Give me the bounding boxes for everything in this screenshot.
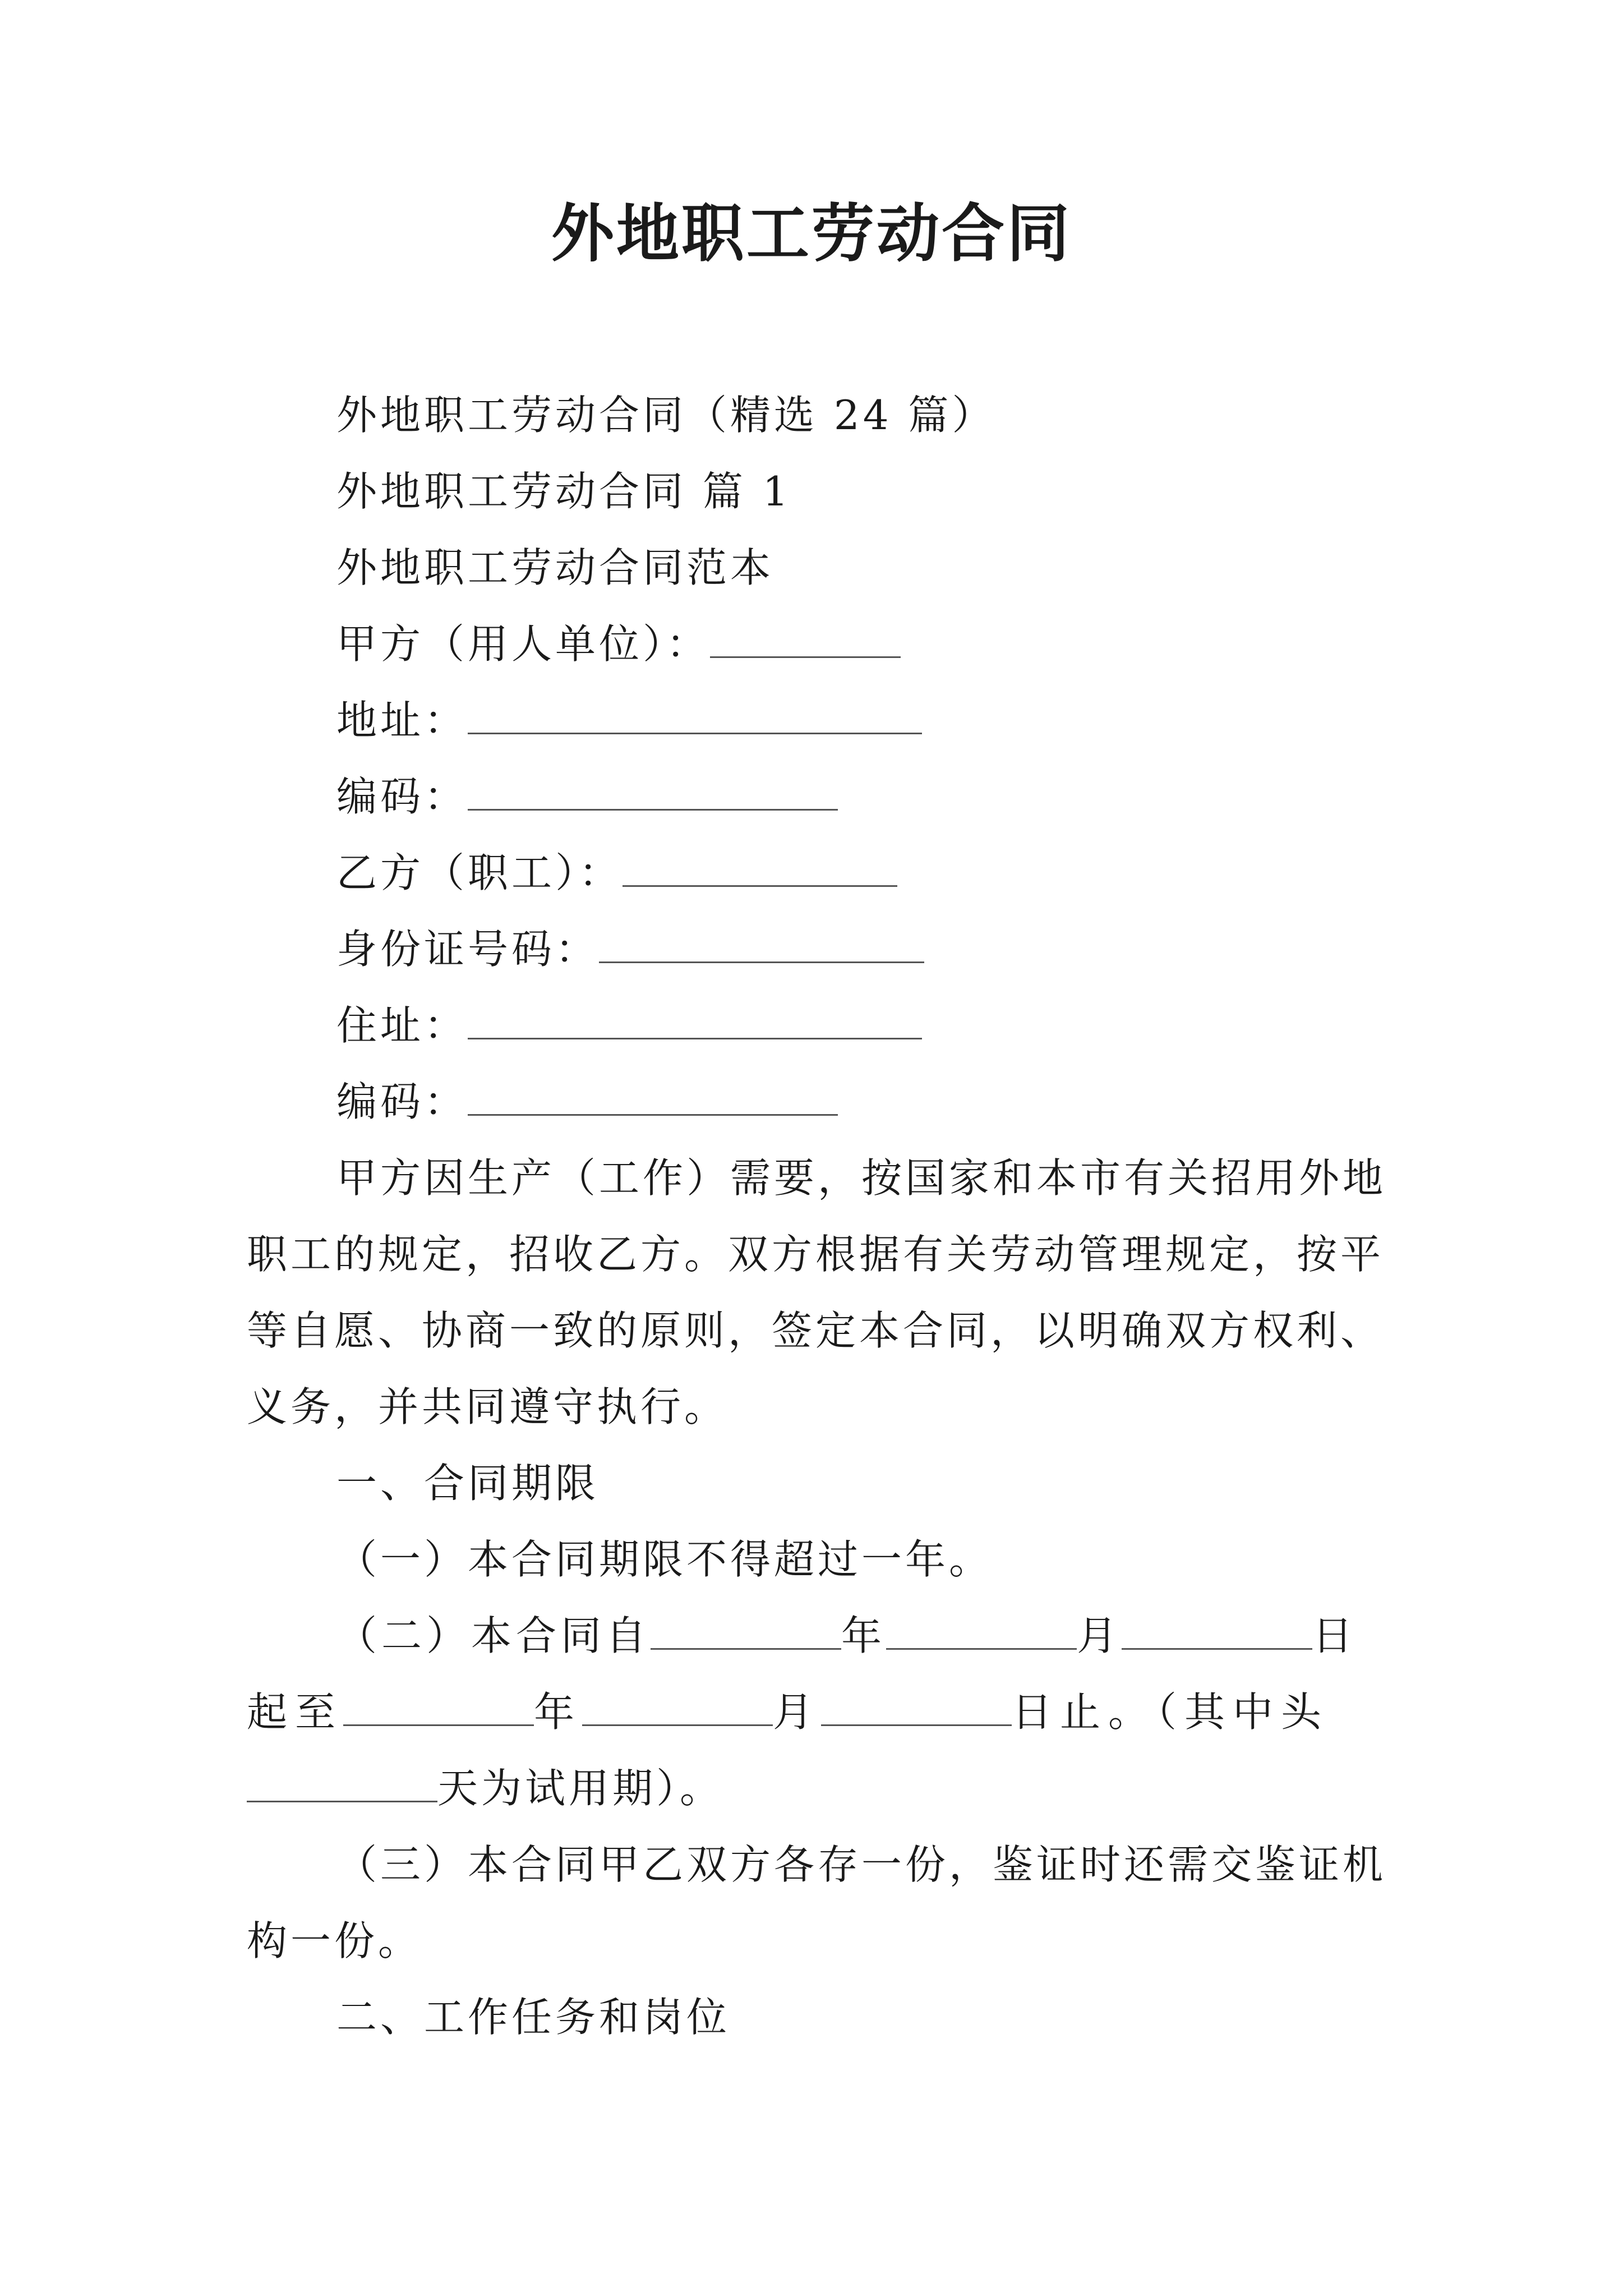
party-b-label: 乙方（职工）： bbox=[336, 849, 623, 896]
id-number-label: 身份证号码： bbox=[336, 926, 600, 973]
start-year-blank[interactable] bbox=[651, 1612, 841, 1650]
intro-line-3: 等自愿、协商一致的原则，签定本合同，以明确双方权利、 bbox=[247, 1307, 1385, 1354]
id-number-field bbox=[336, 921, 924, 977]
section-heading: 外地职工劳动合同 篇 1 bbox=[336, 468, 792, 515]
intro-line-4: 义务，并共同遵守执行。 bbox=[247, 1383, 728, 1430]
code-b-blank[interactable] bbox=[468, 1075, 838, 1116]
intro-line-1: 甲方因生产（工作）需要，按国家和本市有关招用外地 bbox=[336, 1154, 1387, 1202]
end-month-blank[interactable] bbox=[582, 1688, 773, 1726]
address-a-label: 地址： bbox=[336, 697, 468, 744]
month-label: 月 bbox=[1077, 1612, 1122, 1659]
trial-period-text: 天为试用期）。 bbox=[437, 1765, 724, 1812]
code-a-blank[interactable] bbox=[468, 770, 838, 811]
item-2-start-text: （二）本合同自 bbox=[336, 1612, 651, 1659]
end-month-label: 月 bbox=[773, 1688, 822, 1736]
clause-1-item-3-line-1: （三）本合同甲乙双方各存一份，鉴证时还需交鉴证机 bbox=[336, 1841, 1387, 1888]
end-year-label: 年 bbox=[534, 1688, 583, 1736]
document-title: 外地职工劳动合同 bbox=[551, 197, 1072, 270]
clause-1-item-3-line-2: 构一份。 bbox=[247, 1917, 422, 1964]
code-a-field bbox=[336, 769, 838, 825]
clause-1-heading: 一、合同期限 bbox=[336, 1460, 600, 1507]
clause-1-item-2-line-3 bbox=[247, 1760, 723, 1816]
code-b-field bbox=[336, 1074, 838, 1130]
code-a-label: 编码： bbox=[336, 773, 468, 820]
residence-field bbox=[336, 997, 922, 1053]
clause-1-item-2-line-2 bbox=[247, 1684, 1329, 1740]
document-subtitle: 外地职工劳动合同（精选 24 篇） bbox=[336, 392, 996, 439]
item-2-end-suffix: 日止。（其中头 bbox=[1012, 1688, 1330, 1736]
code-b-label: 编码： bbox=[336, 1078, 468, 1125]
clause-1-item-2-line-1 bbox=[336, 1608, 1357, 1664]
party-a-field bbox=[336, 616, 901, 672]
id-number-blank[interactable] bbox=[599, 922, 924, 963]
day-label: 日 bbox=[1312, 1612, 1358, 1659]
end-year-blank[interactable] bbox=[343, 1688, 534, 1726]
year-label: 年 bbox=[841, 1612, 887, 1659]
clause-1-item-1: （一）本合同期限不得超过一年。 bbox=[336, 1536, 993, 1583]
party-a-blank[interactable] bbox=[710, 617, 901, 658]
party-b-field bbox=[336, 845, 897, 901]
start-day-blank[interactable] bbox=[1122, 1612, 1312, 1650]
address-a-blank[interactable] bbox=[468, 693, 922, 734]
address-a-field bbox=[336, 692, 922, 748]
residence-blank[interactable] bbox=[468, 999, 922, 1039]
start-month-blank[interactable] bbox=[886, 1612, 1077, 1650]
trial-days-blank[interactable] bbox=[247, 1765, 437, 1802]
residence-label: 住址： bbox=[336, 1002, 468, 1049]
item-2-end-text: 起至 bbox=[247, 1688, 344, 1736]
party-a-label: 甲方（用人单位）： bbox=[336, 620, 711, 668]
template-name: 外地职工劳动合同范本 bbox=[336, 544, 774, 591]
clause-2-heading: 二、工作任务和岗位 bbox=[336, 1994, 731, 2041]
party-b-blank[interactable] bbox=[623, 846, 897, 887]
intro-line-2: 职工的规定，招收乙方。双方根据有关劳动管理规定，按平 bbox=[247, 1231, 1385, 1278]
end-day-blank[interactable] bbox=[821, 1688, 1012, 1726]
